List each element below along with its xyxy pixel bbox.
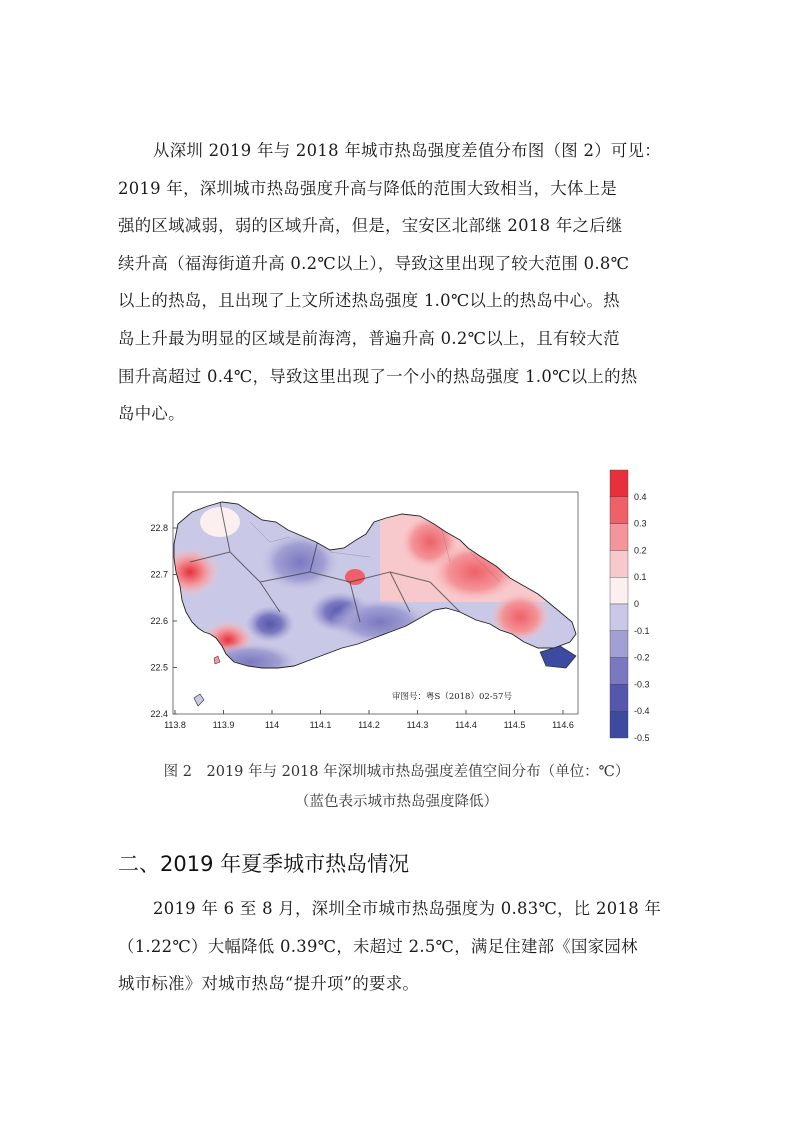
- colorbar-swatch: [610, 711, 628, 738]
- colorbar-label: -0.5: [634, 733, 650, 743]
- y-tick-label: 22.5: [150, 662, 168, 673]
- x-tick-label: 114.5: [503, 720, 526, 730]
- y-tick-label: 22.8: [150, 523, 168, 533]
- figure-caption: 图 2 2019 年与 2018 年深圳城市热岛强度差值空间分布（单位：℃）: [163, 764, 630, 780]
- paragraph-line: 从深圳 2019 年与 2018 年城市热岛强度差值分布图（图 2）可见：: [153, 141, 661, 160]
- colorbar-label: -0.3: [634, 679, 650, 690]
- paragraph-line: （1.22℃）大幅降低 0.39℃，未超过 2.5℃，满足住建部《国家园林: [118, 936, 638, 956]
- colorbar-swatch: [610, 604, 628, 631]
- colorbar-swatch: [610, 631, 628, 658]
- y-tick-label: 22.6: [150, 616, 168, 626]
- colorbar-label: -0.2: [634, 652, 650, 663]
- x-tick-label: 114.6: [552, 720, 574, 730]
- paragraph-line: 以上的热岛，且出现了上文所述热岛强度 1.0℃以上的热岛中心。热: [118, 291, 620, 311]
- colorbar-swatch: [610, 658, 628, 685]
- colorbar: [610, 470, 650, 743]
- x-tick-label: 113.8: [164, 720, 186, 730]
- colorbar-swatch: [610, 497, 628, 524]
- colorbar-label: 0.3: [634, 518, 647, 529]
- colorbar-swatch: [610, 577, 628, 604]
- figure-svg: [130, 462, 650, 747]
- colorbar-swatch: [610, 550, 628, 577]
- x-tick-label: 114.1: [309, 720, 332, 730]
- colorbar-label: -0.4: [634, 706, 650, 717]
- paragraph-line: 续升高（福海街道升高 0.2℃以上），导致这里出现了较大范围 0.8℃: [118, 253, 630, 273]
- body-paragraph-1: [118, 132, 678, 433]
- x-tick-label: 114.4: [455, 720, 477, 730]
- colorbar-label: -0.1: [634, 625, 650, 636]
- colorbar-swatch: [610, 524, 628, 551]
- x-tick-label: 114.3: [406, 720, 429, 730]
- paragraph-line: 围升高超过 0.4℃，导致这里出现了一个小的热岛强度 1.0℃以上的热: [118, 366, 638, 386]
- heat-island-difference-figure: [130, 462, 650, 747]
- colorbar-label: 0.2: [634, 545, 647, 556]
- paragraph-line: 强的区域减弱，弱的区域升高，但是，宝安区北部继 2018 年之后继: [118, 216, 623, 236]
- body-paragraph-2: [118, 890, 678, 1003]
- x-tick-label: 114.2: [358, 720, 380, 730]
- paragraph-line: 城市标准》对城市热岛“提升项”的要求。: [118, 974, 420, 994]
- colorbar-label: 0.1: [634, 572, 647, 583]
- section-heading: 二、2019 年夏季城市热岛情况: [118, 852, 410, 876]
- y-tick-label: 22.7: [150, 569, 168, 580]
- y-tick-label: 22.4: [150, 709, 168, 719]
- colorbar-swatch: [610, 470, 628, 497]
- paragraph-line: 2019 年 6 至 8 月，深圳全市城市热岛强度为 0.83℃，比 2018 年: [153, 899, 662, 918]
- paragraph-line: 2019 年，深圳城市热岛强度升高与降低的范围大致相当，大体上是: [118, 178, 618, 198]
- colorbar-swatch: [610, 684, 628, 711]
- paragraph-line: 岛中心。: [118, 404, 185, 424]
- colorbar-label: 0: [634, 599, 640, 609]
- x-tick-label: 113.9: [212, 720, 235, 730]
- figure-caption-note: （蓝色表示城市热岛强度降低）: [295, 794, 498, 810]
- map-approval-stamp: 审图号：粤S（2018）02-57号: [392, 692, 512, 702]
- colorbar-label: 0.4: [634, 491, 647, 502]
- paragraph-line: 岛上升最为明显的区域是前海湾，普遍升高 0.2℃以上，且有较大范: [118, 328, 620, 348]
- x-tick-label: 114: [264, 720, 280, 730]
